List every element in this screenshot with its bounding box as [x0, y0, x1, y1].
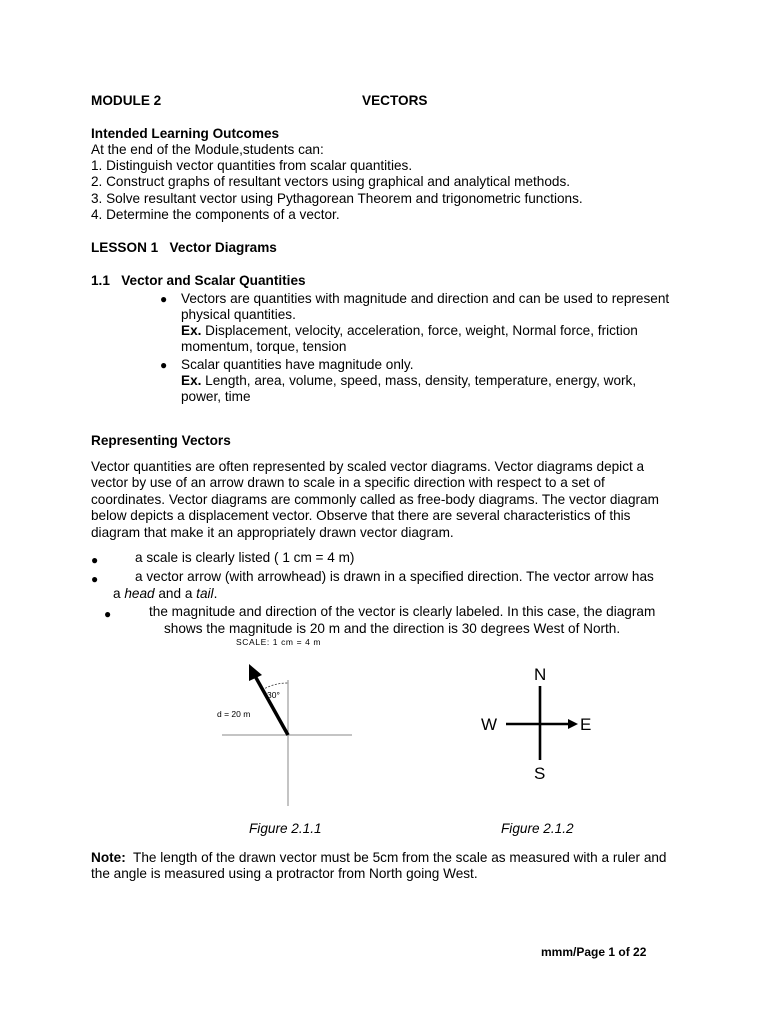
vector-arrow — [255, 676, 288, 735]
ex-label: Ex. — [181, 373, 202, 388]
page-total: 22 — [633, 945, 647, 959]
vector-examples-cont: momentum, torque, tension — [181, 339, 347, 354]
tail-word: tail — [196, 586, 214, 601]
scale-bullet: a scale is clearly listed ( 1 cm = 4 m) — [135, 550, 355, 565]
west-label: W — [481, 715, 498, 734]
vector-examples-text: Displacement, velocity, acceleration, force, weight, Normal force, friction — [201, 323, 638, 338]
page-number: 1 — [608, 945, 616, 959]
angle-arc — [262, 683, 288, 690]
note-text: The length of the drawn vector must be 5cm from the scale as measured with a ruler and — [125, 850, 667, 865]
north-label: N — [534, 665, 547, 684]
bullet-dot: ● — [91, 572, 99, 586]
scalar-examples — [181, 373, 636, 389]
outcome-item: 4. Determine the components of a vector. — [91, 207, 340, 222]
paragraph-line: vector by use of an arrow drawn to scale in a specific direction with respect to a set of — [91, 475, 605, 490]
text-and: and a — [154, 586, 197, 601]
bullet-dot: ● — [104, 607, 112, 621]
text-a: a — [113, 586, 125, 601]
outcomes-heading: Intended Learning Outcomes — [91, 126, 280, 141]
outcomes-intro: At the end of the Module,students can: — [91, 142, 324, 157]
vector-definition: Vectors are quantities with magnitude and direction and can be used to represent — [181, 291, 670, 306]
magnitude-bullet-cont: shows the magnitude is 20 m and the direction is 30 degrees West of North. — [164, 621, 621, 636]
head-word: head — [124, 586, 155, 601]
footer-of: of — [615, 945, 634, 959]
module-label: MODULE 2 — [91, 93, 162, 108]
east-label: E — [580, 715, 592, 734]
arrow-bullet-cont — [113, 586, 217, 602]
paragraph-line: diagram that make it an appropriately drawn vector diagram. — [91, 525, 454, 540]
east-arrowhead — [568, 719, 578, 729]
scale-label: SCALE: 1 cm = 4 m — [236, 637, 322, 647]
paragraph-line: below depicts a displacement vector. Observe that there are several characteristics of this — [91, 508, 631, 523]
module-title: VECTORS — [362, 93, 428, 108]
section-heading: 1.1 Vector and Scalar Quantities — [91, 273, 306, 288]
angle-label: 30° — [267, 690, 280, 700]
page-footer — [541, 944, 646, 960]
vector-label: d = 20 m — [217, 709, 251, 719]
vector-diagram — [200, 634, 370, 810]
figure-caption: Figure 2.1.1 — [249, 821, 322, 836]
lesson-heading: LESSON 1 Vector Diagrams — [91, 240, 277, 255]
ex-label: Ex. — [181, 323, 202, 338]
vector-definition-cont: physical quantities. — [181, 307, 296, 322]
south-label: S — [534, 764, 546, 783]
magnitude-bullet: the magnitude and direction of the vector is clearly labeled. In this case, the diagram — [149, 604, 656, 619]
bullet-dot: ● — [160, 358, 168, 372]
outcome-item: 1. Distinguish vector quantities from scalar quantities. — [91, 158, 413, 173]
note-line — [91, 850, 667, 866]
vector-examples — [181, 323, 638, 339]
scalar-definition: Scalar quantities have magnitude only. — [181, 357, 414, 372]
figure-caption: Figure 2.1.2 — [501, 821, 574, 836]
outcome-item: 2. Construct graphs of resultant vectors using graphical and analytical methods. — [91, 174, 571, 189]
text-end: . — [213, 586, 218, 601]
bullet-dot: ● — [160, 292, 168, 306]
paragraph-line: Vector quantities are often represented by scaled vector diagrams. Vector diagrams depict a — [91, 459, 645, 474]
compass-diagram — [470, 660, 600, 786]
bullet-dot: ● — [91, 553, 99, 567]
footer-prefix: mmm/Page — [541, 945, 609, 959]
representing-heading: Representing Vectors — [91, 433, 231, 448]
arrow-bullet: a vector arrow (with arrowhead) is drawn in a specified direction. The vector arrow has — [135, 569, 654, 584]
scalar-examples-text: Length, area, volume, speed, mass, density, temperature, energy, work, — [201, 373, 637, 388]
scalar-examples-cont: power, time — [181, 389, 251, 404]
outcome-item: 3. Solve resultant vector using Pythagorean Theorem and trigonometric functions. — [91, 191, 583, 206]
note-line-cont: the angle is measured using a protractor from North going West. — [91, 866, 478, 881]
note-label: Note: — [91, 850, 126, 865]
paragraph-line: coordinates. Vector diagrams are commonly called as free-body diagrams. The vector diagram — [91, 492, 659, 507]
